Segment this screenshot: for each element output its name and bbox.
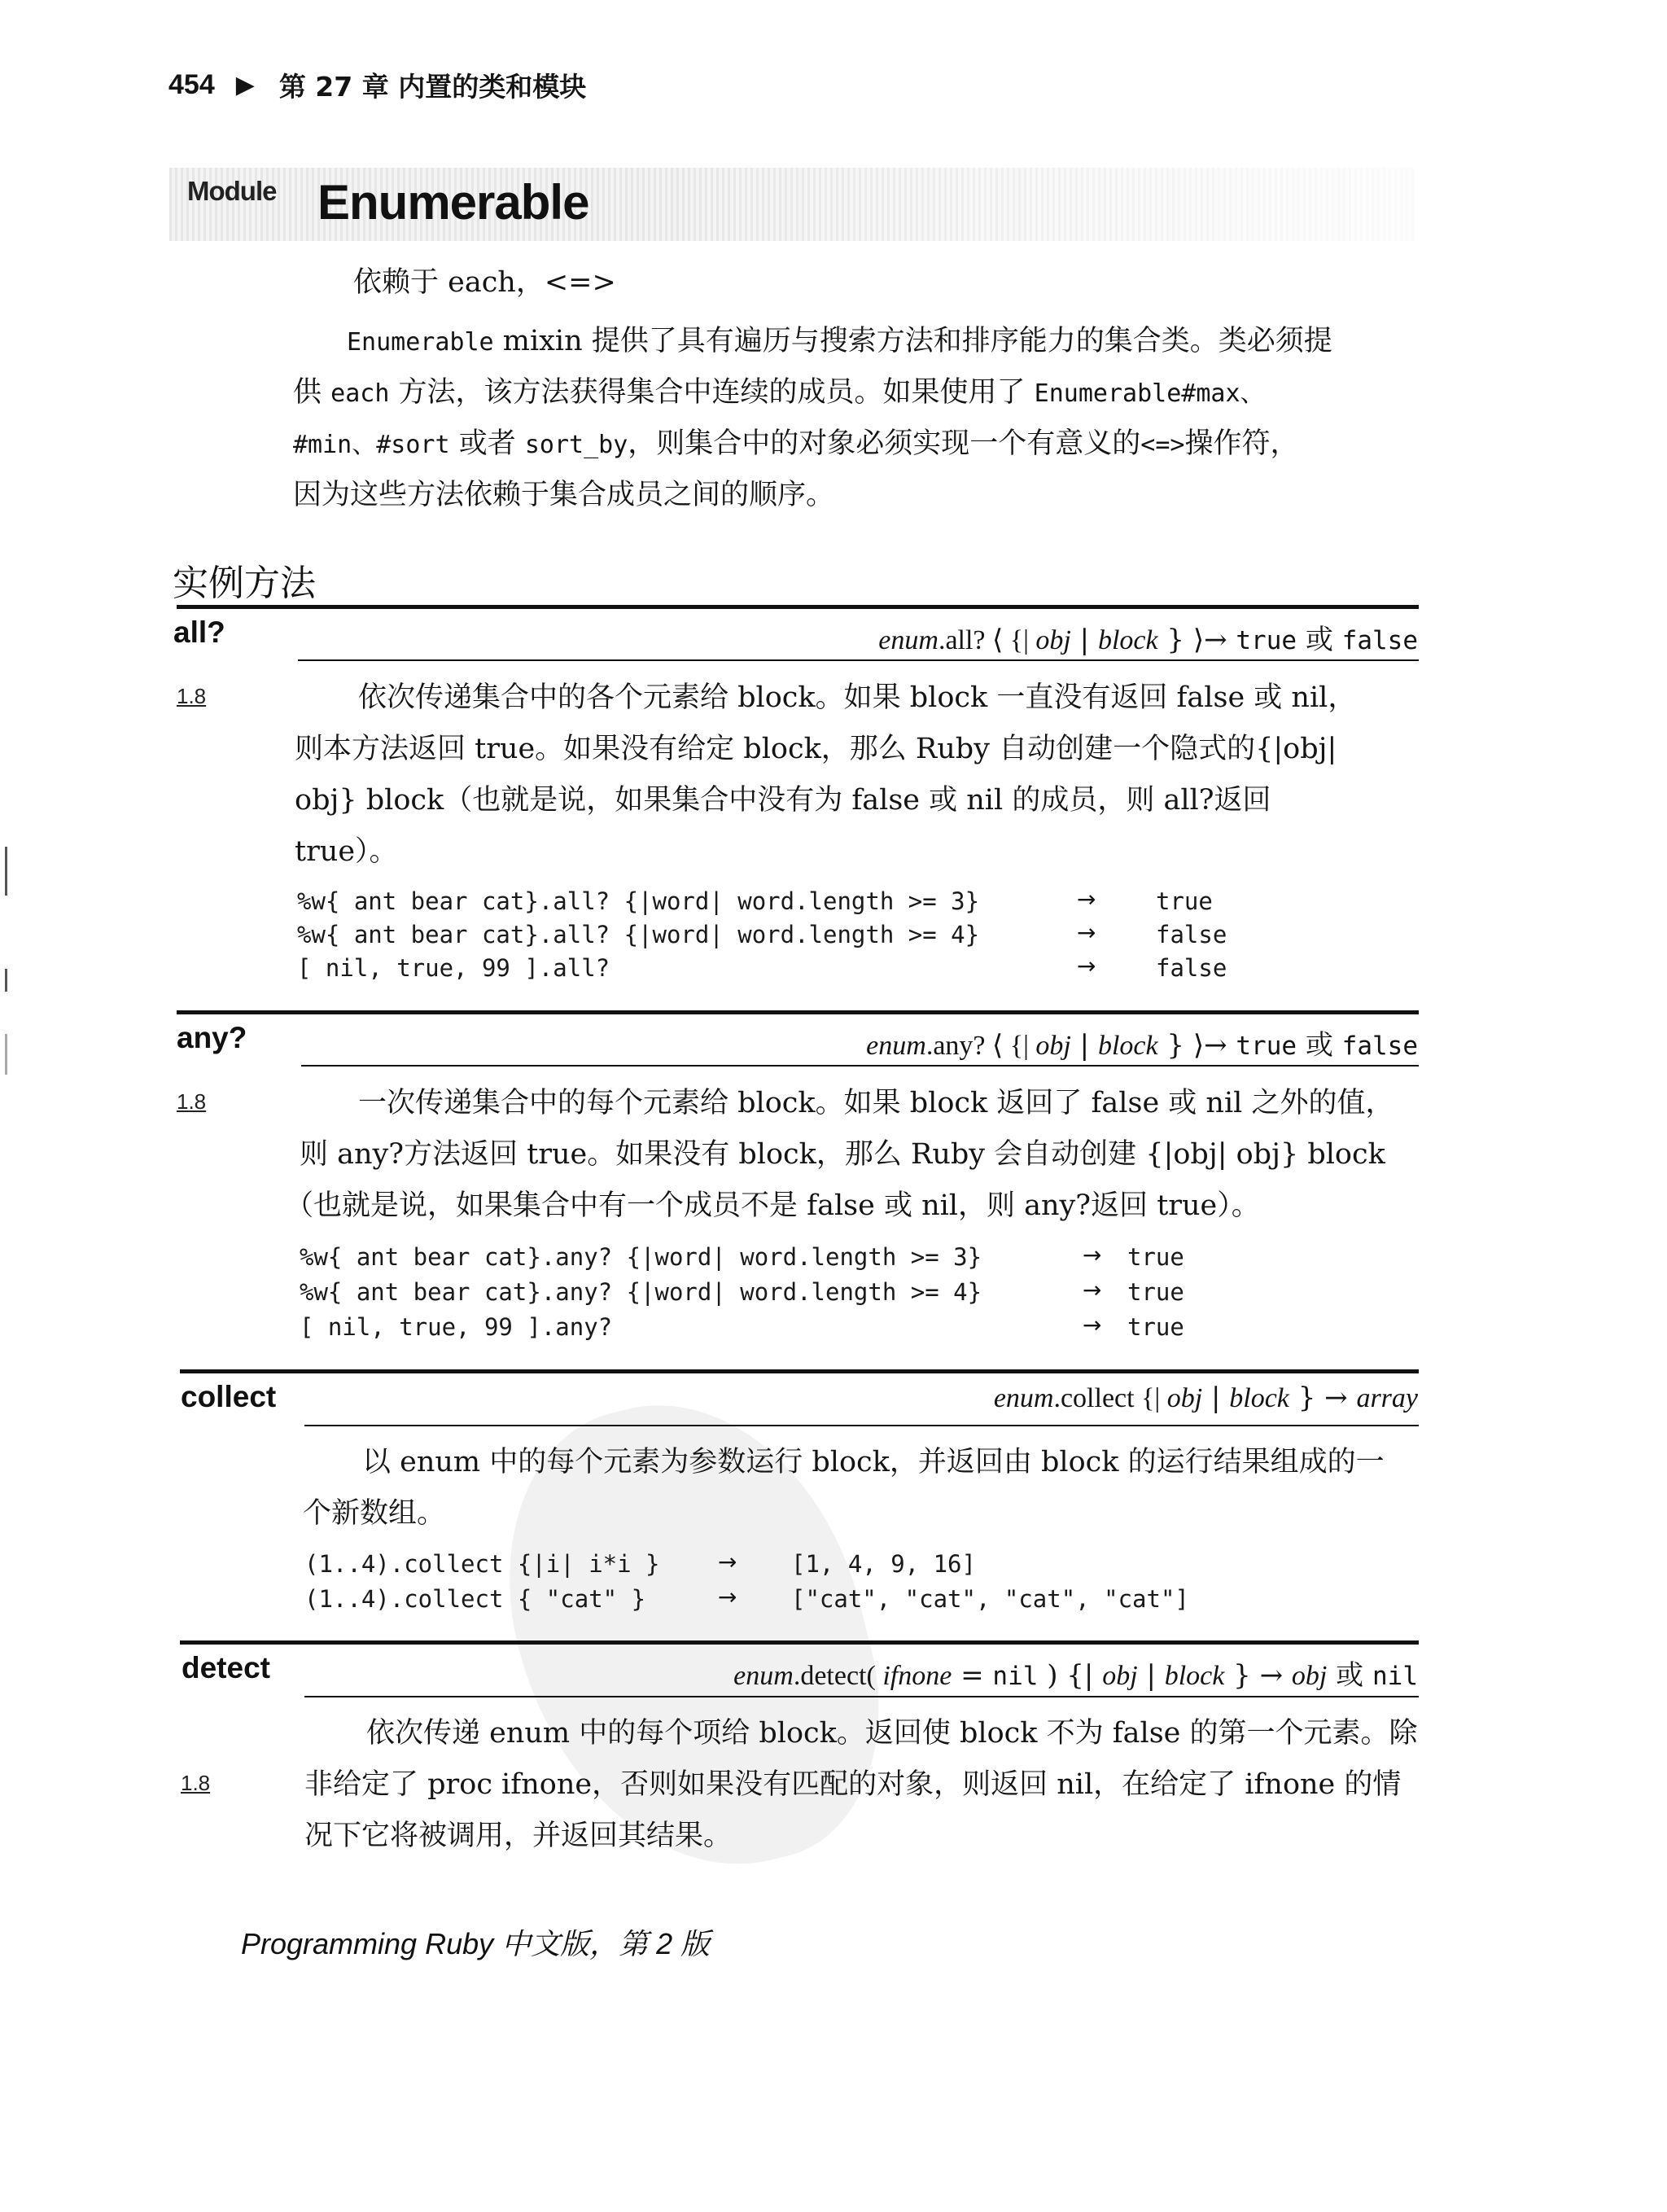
page-number: 454 <box>168 68 215 100</box>
method-name-all: all? <box>173 615 225 649</box>
result-arrow-icon: → <box>1083 1312 1102 1338</box>
desc-detect-3: 况下它将被调用，并返回其结果。 <box>304 1820 733 1852</box>
code-line: (1..4).collect {|i| i*i } <box>304 1550 660 1578</box>
method-name-collect: collect <box>181 1380 277 1413</box>
relies-on: 依赖于 each，<=> <box>353 266 616 299</box>
signature-rule <box>301 1065 1419 1067</box>
desc-all-1: 依次传递集合中的各个元素给 block。如果 block 一直没有返回 false 或 nil， <box>358 681 1357 714</box>
method-signature-all: enum.all? ⟨ {| obj | block } ⟩→ true 或 false <box>878 624 1418 656</box>
result-arrow-icon: → <box>1077 919 1096 946</box>
method-rule <box>177 605 1419 609</box>
version-badge: 1.8 <box>181 1771 211 1795</box>
code-result: false <box>1156 954 1227 982</box>
code-result: true <box>1127 1313 1184 1341</box>
desc-detect-1: 依次传递 enum 中的每个项给 block。返回使 block 不为 false 的第一个元素。除 <box>366 1717 1418 1750</box>
method-signature-any: enum.any? ⟨ {| obj | block } ⟩→ true 或 false <box>866 1029 1418 1062</box>
desc-collect-2: 个新数组。 <box>303 1497 446 1530</box>
method-signature-collect: enum.collect {| obj | block } → array <box>993 1382 1418 1414</box>
desc-any-1: 一次传递集合中的每个元素给 block。如果 block 返回了 false 或 nil 之外的值， <box>358 1087 1394 1119</box>
signature-rule <box>304 1425 1419 1426</box>
method-name-any: any? <box>177 1021 247 1054</box>
result-arrow-icon: → <box>718 1583 737 1610</box>
chapter-title: 第 27 章 内置的类和模块 <box>278 70 587 103</box>
desc-all-4: true）。 <box>295 835 398 868</box>
version-badge: 1.8 <box>177 684 207 708</box>
desc-detect-2: 非给定了 proc ifnone，否则如果没有匹配的对象，则返回 nil，在给定了 ifnone 的情 <box>304 1768 1402 1801</box>
scan-mark <box>5 1034 7 1075</box>
result-arrow-icon: → <box>1083 1242 1102 1268</box>
result-arrow-icon: → <box>1083 1277 1102 1303</box>
desc-all-3: obj} block（也就是说，如果集合中没有为 false 或 nil 的成员，则 all?返回 <box>295 784 1271 817</box>
code-result: ["cat", "cat", "cat", "cat"] <box>791 1585 1189 1613</box>
signature-rule <box>298 659 1419 661</box>
code-result: true <box>1156 887 1213 915</box>
book-footer: Programming Ruby 中文版，第 2 版 <box>241 1927 711 1960</box>
module-label: Module <box>187 176 277 206</box>
desc-any-2: 则 any?方法返回 true。如果没有 block，那么 Ruby 会自动创建 {|obj| obj} block <box>300 1138 1385 1171</box>
module-name: Enumerable <box>317 175 589 230</box>
code-line: %w{ ant bear cat}.all? {|word| word.length >= 3} <box>297 887 980 915</box>
code-result: false <box>1156 921 1227 948</box>
intro-line-4: 因为这些方法依赖于集合成员之间的顺序。 <box>293 479 835 511</box>
code-line: %w{ ant bear cat}.all? {|word| word.length >= 4} <box>297 921 980 948</box>
desc-all-2: 则本方法返回 true。如果没有给定 block，那么 Ruby 自动创建一个隐式的{|obj| <box>295 733 1337 765</box>
intro-line-2: 供 each 方法，该方法获得集合中连续的成员。如果使用了 Enumerable#max、 <box>293 376 1265 409</box>
code-result: [1, 4, 9, 16] <box>791 1550 976 1578</box>
code-line: %w{ ant bear cat}.any? {|word| word.length >= 3} <box>300 1243 982 1271</box>
header-arrow-icon: ▶ <box>235 70 255 99</box>
code-line: [ nil, true, 99 ].any? <box>300 1313 613 1341</box>
code-line: (1..4).collect { "cat" } <box>304 1585 646 1613</box>
code-result: true <box>1127 1278 1184 1306</box>
section-title: 实例方法 <box>173 563 316 604</box>
method-rule <box>180 1369 1419 1373</box>
scan-mark <box>5 969 7 992</box>
result-arrow-icon: → <box>1077 886 1096 913</box>
method-name-detect: detect <box>182 1651 270 1684</box>
desc-collect-1: 以 enum 中的每个元素为参数运行 block，并返回由 block 的运行结果组成的一 <box>362 1446 1385 1478</box>
code-line: [ nil, true, 99 ].all? <box>297 954 610 982</box>
code-line: %w{ ant bear cat}.any? {|word| word.length >= 4} <box>300 1278 982 1306</box>
desc-any-3: （也就是说，如果集合中有一个成员不是 false 或 nil，则 any?返回 true）。 <box>285 1189 1260 1222</box>
scan-mark <box>5 847 7 896</box>
intro-line-3: #min、#sort 或者 sort_by，则集合中的对象必须实现一个有意义的<=>操作符， <box>293 427 1299 460</box>
version-badge: 1.8 <box>177 1089 207 1114</box>
code-result: true <box>1127 1243 1184 1271</box>
intro-line-1: Enumerable mixin 提供了具有遍历与搜索方法和排序能力的集合类。类必须提 <box>347 325 1332 357</box>
result-arrow-icon: → <box>1077 953 1096 979</box>
running-header <box>168 62 586 107</box>
signature-rule <box>304 1696 1419 1697</box>
result-arrow-icon: → <box>718 1548 737 1575</box>
method-rule <box>180 1640 1419 1645</box>
method-rule <box>177 1010 1419 1014</box>
method-signature-detect: enum.detect( ifnone = nil ) {| obj | block } → obj 或 nil <box>733 1659 1418 1692</box>
